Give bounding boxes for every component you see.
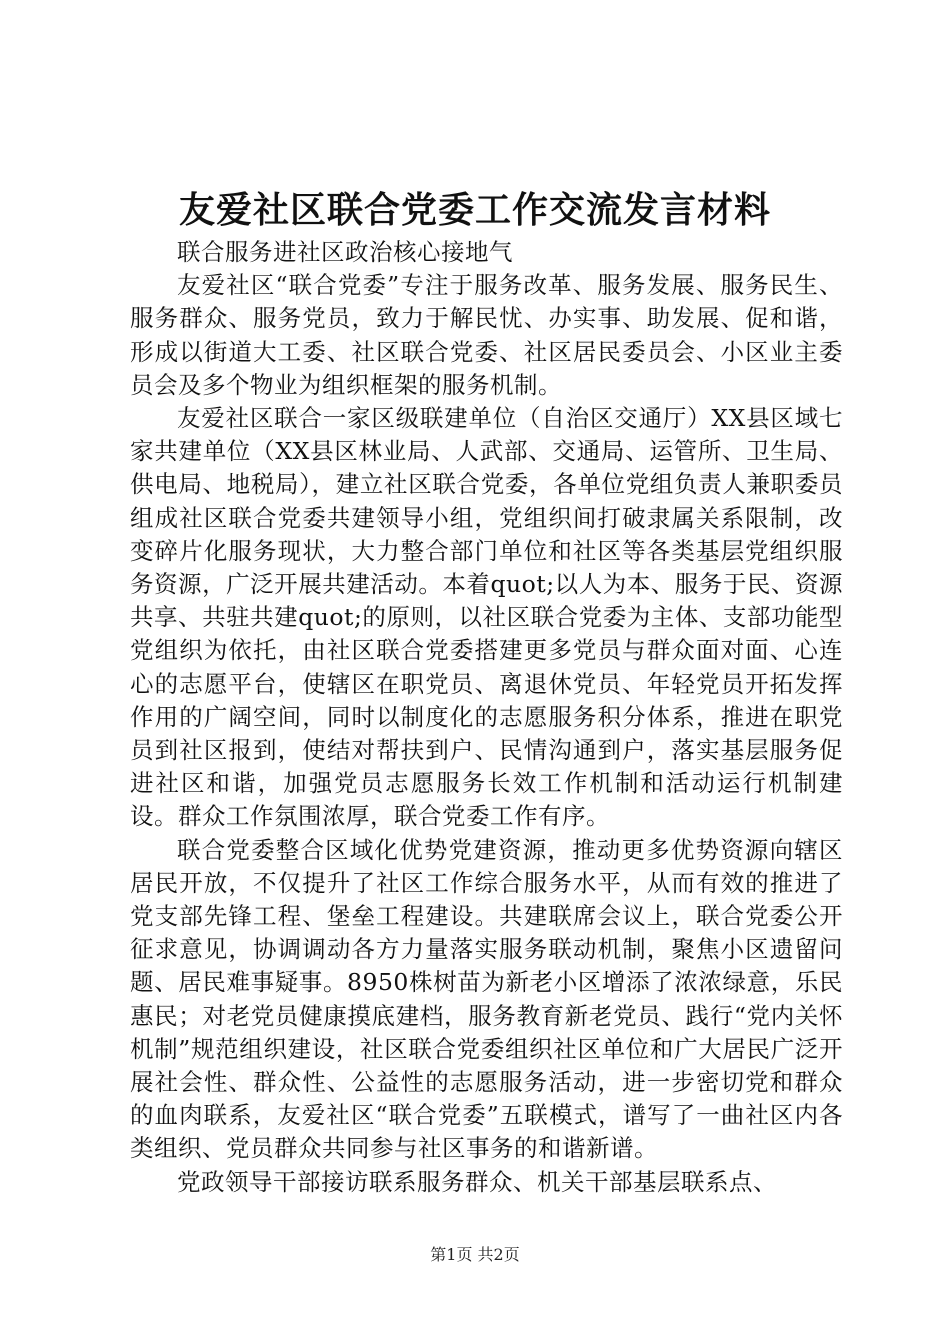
paragraph-1: 友爱社区“联合党委”专注于服务改革、服务发展、服务民生、服务群众、服务党员，致力于解民忧、办实事、助发展、促和谐，形成以街道大工委、社区联合党委、社区居民委员会、小区业主委员会及多个物业为组织框架的服务机制。 — [130, 271, 843, 399]
page-number-footer: 第1页 共2页 — [430, 1245, 520, 1264]
document-title: 友爱社区联合党委工作交流发言材料 — [178, 189, 771, 231]
paragraph-subtitle: 联合服务进社区政治核心接地气 — [177, 238, 513, 266]
paragraph-3: 联合党委整合区域化优势党建资源，推动更多优势资源向辖区居民开放，不仅提升了社区工作综合服务水平，从而有效的推进了党支部先锋工程、堡垒工程建设。共建联席会议上，联合党委公开征求意见，协调调动各方力量落实服务联动机制，聚焦小区遗留问题、居民难事疑事。8950株树苗为新老小区增添了浓浓绿意，乐民惠民；对老党员健康摸底建档，服务教育新老党员、践行“党内关怀机制”规范组织建设，社区联合党委组织社区单位和广大居民广泛开展社会性、群众性、公益性的志愿服务活动，进一步密切党和群众的血肉联系，友爱社区“联合党委”五联模式，谱写了一曲社区内各类组织、党员群众共同参与社区事务的和谐新谱。 — [130, 835, 843, 1163]
document-body — [130, 236, 843, 1199]
paragraph-4: 党政领导干部接访联系服务群众、机关干部基层联系点、 — [177, 1167, 777, 1196]
paragraph-2: 友爱社区联合一家区级联建单位（自治区交通厅）XX县区域七家共建单位（XX县区林业局、人武部、交通局、运管所、卫生局、供电局、地税局），建立社区联合党委，各单位党组负责人兼职委员组成社区联合党委共建领导小组，党组织间打破隶属关系限制，改变碎片化服务现状，大力整合部门单位和社区等各类基层党组织服务资源，广泛开展共建活动。本着quot;以人为本、服务于民、资源共享、共驻共建quot;的原则，以社区联合党委为主体、支部功能型党组织为依托，由社区联合党委搭建更多党员与群众面对面、心连心的志愿平台，使辖区在职党员、离退休党员、年轻党员开拓发挥作用的广阔空间，同时以制度化的志愿服务积分体系，推进在职党员到社区报到，使结对帮扶到户、民情沟通到户，落实基层服务促进社区和谐，加强党员志愿服务长效工作机制和活动运行机制建设。群众工作氛围浓厚，联合党委工作有序。 — [130, 404, 843, 831]
